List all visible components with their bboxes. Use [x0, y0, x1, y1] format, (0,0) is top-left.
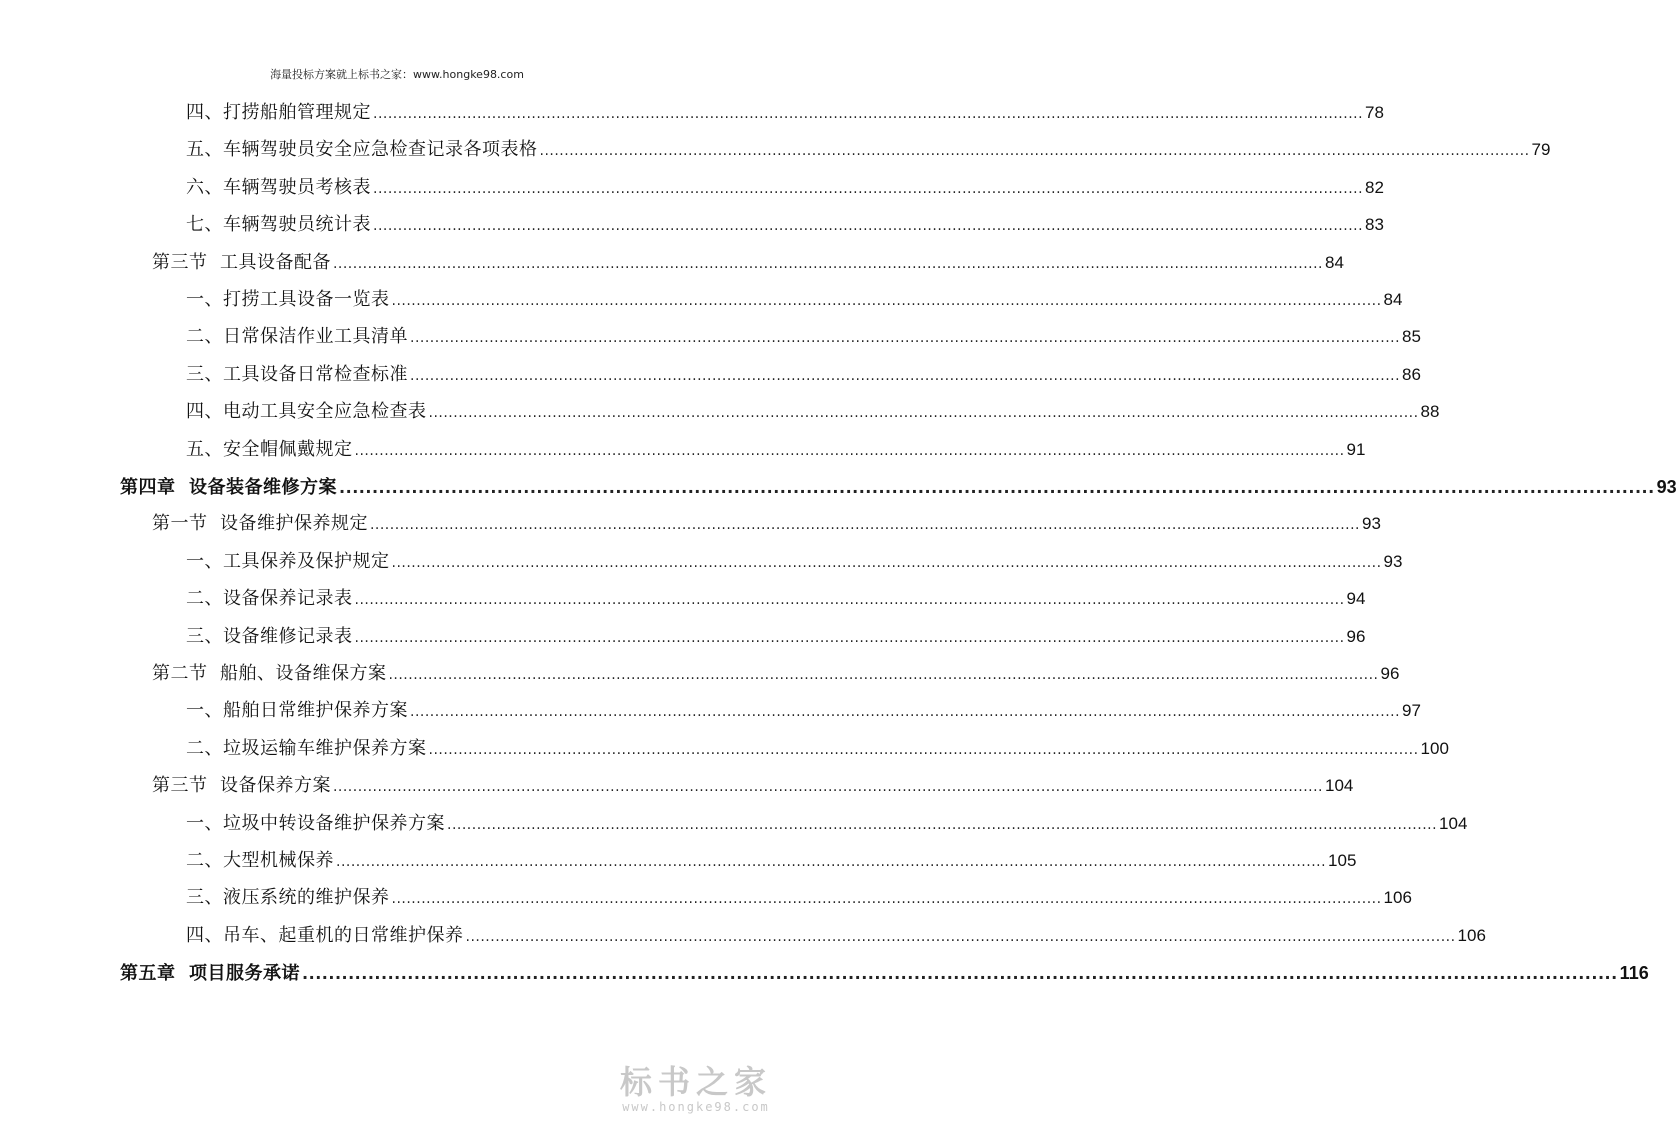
toc-entry[interactable]: [186, 849, 1357, 873]
toc-entry[interactable]: [152, 662, 1400, 686]
toc-entry-page: 93: [1362, 514, 1381, 534]
toc-entry-page: 83: [1365, 215, 1384, 235]
toc-entry-title: 三、液压系统的维护保养: [186, 887, 390, 909]
toc-entry[interactable]: [152, 512, 1381, 536]
toc-leader-dots: ........................................................................................................................................................................................................: [539, 143, 1530, 160]
watermark: [620, 1064, 772, 1114]
toc-entry-title: 四、电动工具安全应急检查表: [186, 401, 427, 423]
toc-entry[interactable]: [186, 213, 1384, 237]
toc-entry[interactable]: [120, 961, 1649, 985]
watermark-url: www.hongke98.com: [622, 1100, 770, 1114]
toc-entry-title: 三、工具设备日常检查标准: [186, 363, 408, 385]
toc-entry[interactable]: [186, 176, 1384, 200]
toc-entry[interactable]: [120, 475, 1677, 499]
toc-entry-page: 97: [1402, 701, 1421, 721]
toc-leader-dots: ........................................................................................................................................................................................................: [369, 517, 1360, 534]
toc-entry-page: 106: [1383, 888, 1412, 908]
toc-entry-title: 七、车辆驾驶员统计表: [186, 214, 371, 236]
toc-entry[interactable]: [186, 438, 1366, 462]
toc-leader-dots: ........................................................................................................................................................................................................: [388, 667, 1379, 683]
toc-entry-title: 四、打捞船舶管理规定: [186, 102, 371, 123]
toc-entry-title: 一、船舶日常维护保养方案: [186, 700, 408, 722]
toc-entry[interactable]: [186, 400, 1440, 424]
toc-entry[interactable]: [186, 363, 1421, 387]
toc-entry-page: 105: [1328, 851, 1357, 870]
toc-leader-dots: ........................................................................................................................................................................................................: [465, 928, 1456, 945]
toc-entry-page: 116: [1619, 963, 1649, 984]
toc-entry-title: 第三节 设备保养方案: [152, 775, 331, 797]
toc-leader-dots: ........................................................................................................................................................................................................: [391, 293, 1382, 309]
toc-entry-title: 第二节 船舶、设备维保方案: [152, 663, 387, 684]
toc-entry[interactable]: [186, 101, 1384, 125]
toc-entry[interactable]: [186, 625, 1366, 649]
toc-entry-page: 78: [1365, 103, 1384, 122]
toc-entry[interactable]: [186, 924, 1486, 948]
toc-leader-dots: ........................................................................................................................................................................................................: [332, 779, 1323, 796]
toc-entry-page: 93: [1656, 477, 1677, 497]
toc-entry-page: 82: [1365, 177, 1384, 197]
toc-entry-title: 一、工具保养及保护规定: [186, 550, 390, 572]
toc-leader-dots: ........................................................................................................................................................................................................: [410, 367, 1401, 384]
toc-entry-page: 94: [1346, 589, 1366, 609]
toc-entry-title: 四、吊车、起重机的日常维护保养: [186, 924, 464, 946]
toc-entry-page: 91: [1346, 439, 1366, 459]
toc-entry-page: 93: [1383, 551, 1403, 571]
toc-leader-dots: ........................................................................................................................................................................................................: [373, 106, 1364, 122]
toc-leader-dots: ........................................................................................................................................................................................................: [373, 180, 1364, 197]
toc-leader-dots: ........................................................................................................................................................................................................: [354, 592, 1345, 609]
toc-entry[interactable]: [186, 550, 1403, 574]
toc-entry-title: 二、日常保洁作业工具清单: [186, 326, 408, 348]
toc-entry-page: 96: [1380, 664, 1400, 683]
toc-leader-dots: ........................................................................................................................................................................................................: [428, 741, 1419, 758]
toc-entry-page: 104: [1325, 776, 1354, 796]
toc-entry[interactable]: [186, 587, 1366, 611]
toc-entry[interactable]: [186, 288, 1403, 312]
toc-entry-title: 二、设备保养记录表: [186, 588, 353, 610]
toc-entry-page: 106: [1457, 925, 1486, 945]
toc-leader-dots: ........................................................................................................................................................................................................: [410, 704, 1401, 721]
toc-entry-title: 一、打捞工具设备一览表: [186, 289, 390, 310]
toc-entry-page: 84: [1383, 290, 1403, 309]
toc-leader-dots: ........................................................................................................................................................................................................: [354, 629, 1345, 646]
toc-entry[interactable]: [186, 699, 1421, 723]
toc-leader-dots: ........................................................................................................................................................................................................: [332, 255, 1323, 272]
toc-leader-dots: ........................................................................................................................................................................................................: [336, 854, 1327, 870]
toc-entry-title: 二、垃圾运输车维护保养方案: [186, 737, 427, 759]
watermark-logo: 标书之家: [619, 1063, 772, 1101]
toc-entry-page: 100: [1420, 738, 1449, 758]
toc-entry-title: 第五章 项目服务承诺: [120, 963, 301, 985]
toc-entry-title: 第一节 设备维护保养规定: [152, 513, 368, 535]
toc-entry[interactable]: [152, 774, 1354, 798]
toc-entry-page: 79: [1531, 140, 1551, 160]
toc-leader-dots: ........................................................................................................................................................................................................: [428, 405, 1419, 422]
toc-entry[interactable]: [186, 737, 1449, 761]
page-header: 海量投标方案就上标书之家：www.hongke98.com: [270, 68, 524, 81]
toc-entry[interactable]: [186, 812, 1468, 836]
toc-leader-dots: ........................................................................................................................................................................................................: [447, 816, 1438, 833]
toc-leader-dots: ........................................................................................................................................................................................................: [354, 442, 1345, 459]
toc-leader-dots: ........................................................................................................................................................................................................: [302, 964, 1618, 984]
toc-entry-title: 五、车辆驾驶员安全应急检查记录各项表格: [186, 139, 538, 161]
toc-entry-title: 第三节 工具设备配备: [152, 251, 331, 273]
toc-leader-dots: ........................................................................................................................................................................................................: [373, 218, 1364, 235]
toc-entry-title: 三、设备维修记录表: [186, 625, 353, 647]
toc-entry[interactable]: [186, 325, 1421, 349]
toc-entry-title: 五、安全帽佩戴规定: [186, 438, 353, 460]
toc-leader-dots: ........................................................................................................................................................................................................: [391, 554, 1382, 571]
toc-entry-page: 88: [1420, 402, 1440, 422]
toc-leader-dots: ........................................................................................................................................................................................................: [410, 330, 1401, 347]
toc-entry-page: 104: [1439, 813, 1468, 833]
toc-leader-dots: ........................................................................................................................................................................................................: [391, 891, 1382, 908]
toc-entry-title: 二、大型机械保养: [186, 850, 334, 871]
toc-entry-title: 第四章 设备装备维修方案: [120, 477, 338, 498]
toc-entry[interactable]: [152, 251, 1344, 275]
toc-entry-page: 86: [1402, 364, 1421, 384]
toc-leader-dots: ........................................................................................................................................................................................................: [339, 478, 1655, 497]
toc-entry[interactable]: [186, 886, 1412, 910]
toc-entry[interactable]: [186, 138, 1551, 162]
toc-entry-page: 84: [1325, 252, 1344, 272]
toc-entry-title: 六、车辆驾驶员考核表: [186, 176, 371, 198]
toc-entry-page: 96: [1346, 626, 1366, 646]
toc-entry-title: 一、垃圾中转设备维护保养方案: [186, 812, 445, 834]
toc-entry-page: 85: [1402, 327, 1421, 347]
